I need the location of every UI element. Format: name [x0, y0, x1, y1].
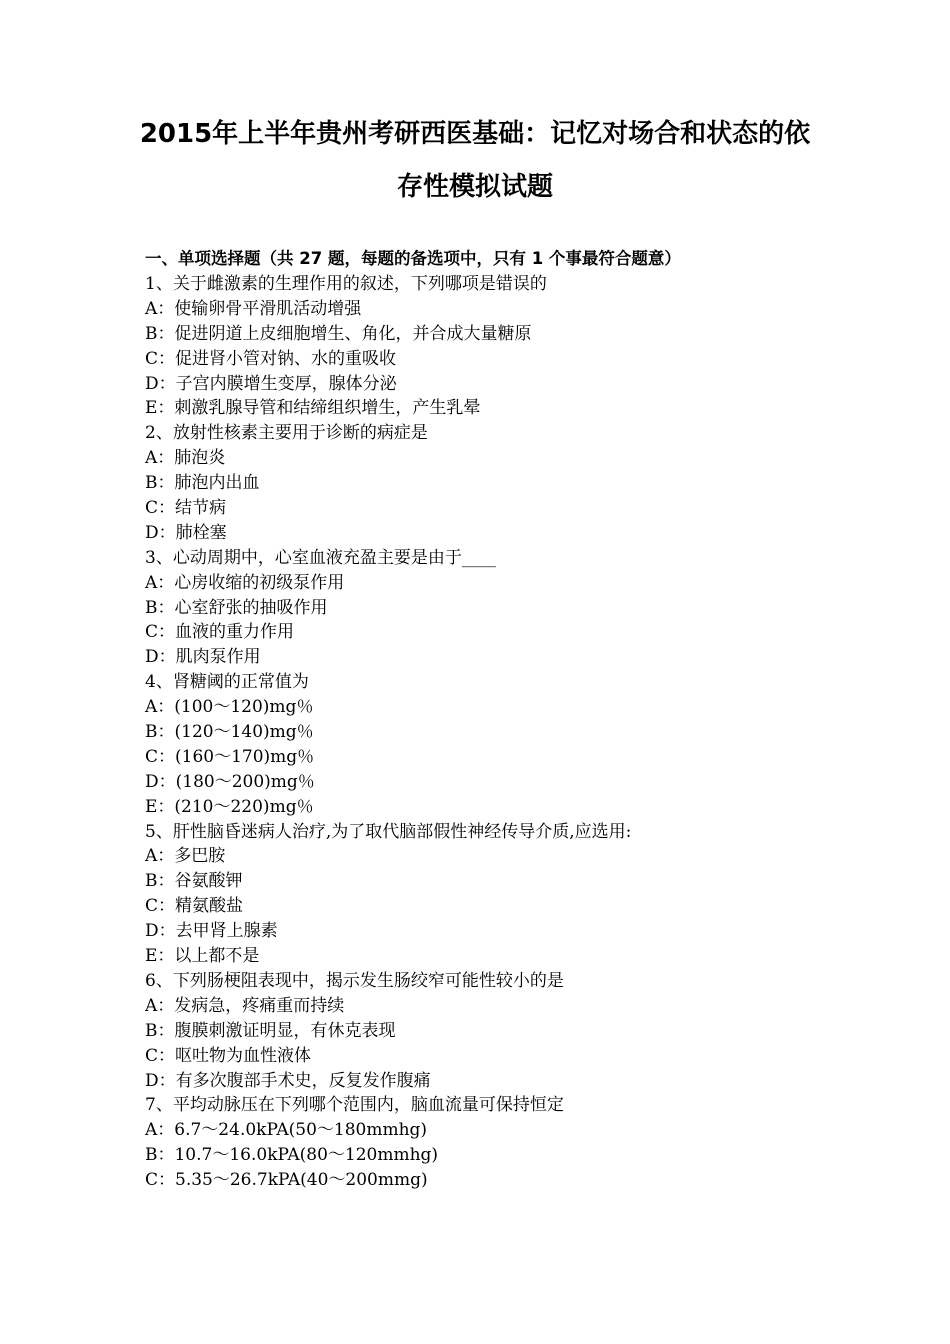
question-stem: 2、放射性核素主要用于诊断的病症是 [145, 423, 428, 444]
document-title-line-1: 2015年上半年贵州考研西医基础：记忆对场合和状态的依 [139, 119, 811, 149]
answer-option: B：谷氨酸钾 [145, 871, 243, 892]
answer-option: B：腹膜刺激证明显，有休克表现 [145, 1020, 396, 1041]
answer-option: B：(120～140)mg％ [145, 722, 314, 743]
answer-option: C：(160～170)mg％ [145, 746, 315, 767]
answer-option: C：结节病 [145, 498, 227, 519]
answer-option: D：有多次腹部手术史，反复发作腹痛 [145, 1070, 431, 1091]
answer-option: D：肌肉泵作用 [145, 647, 261, 668]
answer-option: C：血液的重力作用 [145, 622, 295, 643]
question-stem: 7、平均动脉压在下列哪个范围内，脑血流量可保持恒定 [145, 1095, 564, 1116]
answer-option: D：肺栓塞 [145, 522, 227, 543]
question-stem: 3、心动周期中，心室血液充盈主要是由于____ [145, 547, 496, 568]
question-list [145, 272, 905, 1193]
answer-option: D：(180～200)mg％ [145, 771, 315, 792]
answer-option: A：多巴胺 [145, 846, 226, 867]
answer-option: C：精氨酸盐 [145, 896, 244, 917]
question-stem: 1、关于雌激素的生理作用的叙述，下列哪项是错误的 [145, 274, 547, 294]
answer-option: D：去甲肾上腺素 [145, 921, 278, 942]
document-title-line-2: 存性模拟试题 [396, 172, 553, 202]
answer-option: B：促进阴道上皮细胞增生、角化，并合成大量糖原 [145, 323, 532, 344]
answer-option: E：以上都不是 [145, 946, 260, 967]
answer-option: C：促进肾小管对钠、水的重吸收 [145, 348, 397, 369]
answer-option: A：使输卵骨平滑肌活动增强 [145, 298, 362, 319]
question-stem: 5、肝性脑昏迷病人治疗,为了取代脑部假性神经传导介质,应选用: [145, 821, 632, 842]
section-heading: 一、单项选择题（共 27 题，每题的备选项中，只有 1 个事最符合题意） [145, 249, 681, 268]
answer-option: B：10.7～16.0kPA(80～120mmhg) [145, 1145, 439, 1166]
answer-option: A：肺泡炎 [145, 448, 226, 469]
answer-option: A：(100～120)mg％ [145, 697, 314, 718]
answer-option: A：心房收缩的初级泵作用 [145, 572, 345, 593]
question-stem: 4、肾糖阈的正常值为 [145, 672, 309, 693]
answer-option: C：5.35～26.7kPA(40～200mmg) [145, 1170, 428, 1191]
question-stem: 6、下列肠梗阻表现中，揭示发生肠绞窄可能性较小的是 [145, 970, 564, 991]
answer-option: C：呕吐物为血性液体 [145, 1045, 312, 1066]
answer-option: A：发病急，疼痛重而持续 [145, 995, 345, 1016]
answer-option: B：肺泡内出血 [145, 473, 260, 494]
answer-option: E：刺激乳腺导管和结缔组织增生，产生乳晕 [145, 398, 481, 419]
answer-option: D：子宫内膜增生变厚，腺体分泌 [145, 373, 397, 394]
answer-option: A：6.7～24.0kPA(50～180mmhg) [145, 1120, 428, 1141]
answer-option: B：心室舒张的抽吸作用 [145, 597, 328, 618]
answer-option: E：(210～220)mg％ [145, 796, 314, 817]
